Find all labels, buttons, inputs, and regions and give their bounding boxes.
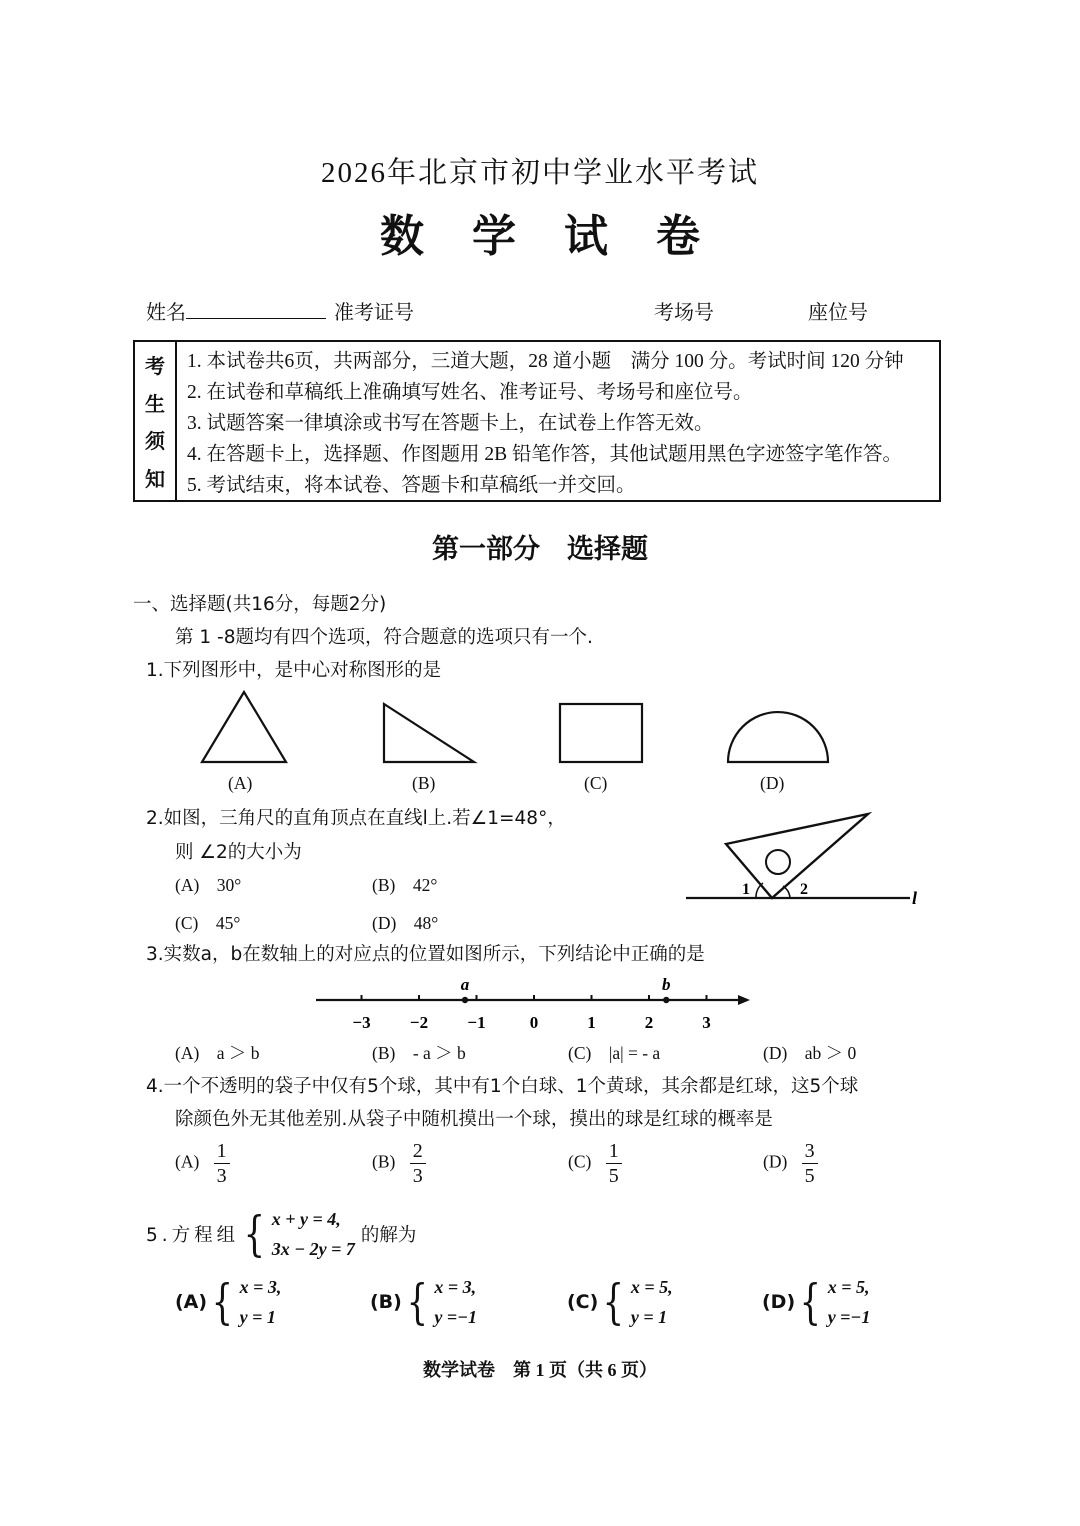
notice-items xyxy=(187,346,935,501)
q2-option-c[interactable]: (C) 45° xyxy=(175,913,241,933)
q5-stem-prefix: 5.方程组 xyxy=(146,1225,240,1246)
q4-option-b[interactable] xyxy=(372,1140,426,1187)
equation-1: x = 5, xyxy=(827,1277,870,1297)
q5-option-c[interactable] xyxy=(567,1272,673,1332)
equation-1: x = 3, xyxy=(239,1277,282,1297)
exam-title: 2026年北京市初中学业水平考试 xyxy=(320,157,759,189)
equation-2: y = 1 xyxy=(630,1307,668,1327)
tick-label: 2 xyxy=(644,1013,654,1032)
option-label: (C) xyxy=(567,1291,599,1313)
notice-label xyxy=(135,342,177,500)
q3-option-a[interactable]: (A) a ＞ b xyxy=(175,1043,260,1063)
q1-option-b[interactable]: (B) xyxy=(412,773,436,793)
tick-label: −3 xyxy=(352,1013,371,1032)
notice-label-char: 考 xyxy=(145,354,165,379)
numerator: 1 xyxy=(608,1140,619,1162)
brace-icon: { xyxy=(211,1274,234,1330)
brace-icon: { xyxy=(602,1274,625,1330)
angle2-label: 2 xyxy=(800,881,808,898)
system-lines xyxy=(272,1204,355,1264)
fraction-bar xyxy=(802,1163,818,1164)
q5-option-b[interactable] xyxy=(370,1272,477,1332)
system-lines xyxy=(434,1272,477,1332)
ticket-label: 准考证号 xyxy=(334,300,414,324)
q5-option-a[interactable] xyxy=(175,1272,281,1332)
q3-option-d[interactable]: (D) ab ＞ 0 xyxy=(763,1043,857,1063)
equation-system xyxy=(402,1272,477,1332)
q1-option-a[interactable]: (A) xyxy=(228,773,253,793)
q1-stem: 1.下列图形中，是中心对称图形的是 xyxy=(146,660,442,681)
q1-shapes xyxy=(190,686,850,770)
notice-item: 2. 在试卷和草稿纸上准确填写姓名、准考证号、考场号和座位号。 xyxy=(187,382,753,403)
tick-label: −1 xyxy=(467,1013,486,1032)
q4-option-d[interactable] xyxy=(763,1140,818,1187)
option-label: (D) xyxy=(762,1291,796,1313)
q3-number-line xyxy=(310,972,760,1036)
q2-stem: 2.如图，三角尺的直角顶点在直线l上.若∠1=48°， xyxy=(146,808,566,829)
equation-2: y = 1 xyxy=(239,1307,276,1327)
brace-icon: { xyxy=(799,1274,822,1330)
equation-2: y =−1 xyxy=(827,1307,871,1327)
set-square-hole xyxy=(766,850,790,874)
section-heading: 一、选择题(共16分，每题2分) xyxy=(133,594,387,615)
system-lines xyxy=(828,1272,871,1332)
q3-option-b[interactable]: (B) - a ＞ b xyxy=(372,1043,466,1063)
denominator: 3 xyxy=(216,1165,227,1187)
rectangle-shape xyxy=(560,704,642,762)
q2-figure xyxy=(680,808,930,908)
equation-1: x + y = 4, xyxy=(271,1209,341,1229)
option-label: (B) xyxy=(370,1291,402,1313)
numerator: 3 xyxy=(804,1140,815,1162)
brace-icon: { xyxy=(406,1274,428,1330)
numerator: 1 xyxy=(216,1140,227,1162)
name-blank xyxy=(186,300,326,319)
q3-option-c[interactable]: (C) |a| = - a xyxy=(568,1043,661,1063)
equation-1: x = 5, xyxy=(630,1277,673,1297)
notice-item: 4. 在答题卡上，选择题、作图题用 2B 铅笔作答，其他试题用黑色字迹签字笔作答。 xyxy=(187,444,903,465)
point-label-a: a xyxy=(460,975,470,994)
fraction xyxy=(606,1140,622,1187)
fraction-bar xyxy=(606,1163,622,1164)
option-label: (A) xyxy=(175,1291,208,1313)
notice-item: 3. 试题答案一律填涂或书写在答题卡上，在试卷上作答无效。 xyxy=(187,413,714,434)
fraction-bar xyxy=(410,1163,426,1164)
numerator: 2 xyxy=(412,1140,423,1162)
equation-system xyxy=(207,1272,281,1332)
q4-option-c[interactable] xyxy=(568,1140,622,1187)
q3-stem: 3.实数a，b在数轴上的对应点的位置如图所示，下列结论中正确的是 xyxy=(146,944,705,965)
system-lines xyxy=(631,1272,673,1332)
notice-item: 5. 考试结束，将本试卷、答题卡和草稿纸一并交回。 xyxy=(187,475,636,496)
notice-label-char: 须 xyxy=(145,429,165,454)
q1-option-d[interactable]: (D) xyxy=(760,773,785,793)
notice-item: 1. 本试卷共6页，共两部分，三道大题，28 道小题 满分 100 分。考试时间 120 分钟 xyxy=(187,351,904,372)
q2-option-b[interactable]: (B) 42° xyxy=(372,875,438,895)
option-label: (A) xyxy=(175,1151,200,1172)
equation-2: y =−1 xyxy=(434,1307,478,1327)
tick-label: 0 xyxy=(529,1013,539,1032)
notice-label-char: 知 xyxy=(145,466,165,491)
q1-option-c[interactable]: (C) xyxy=(584,773,608,793)
name-field xyxy=(146,296,326,325)
section-instruction: 第 1 -8题均有四个选项，符合题意的选项只有一个. xyxy=(175,627,593,648)
q4-stem-2: 除颜色外无其他差别.从袋子中随机摸出一个球，摸出的球是红球的概率是 xyxy=(175,1109,773,1130)
option-label: (C) xyxy=(568,1151,592,1172)
page-footer: 数学试卷 第 1 页（共 6 页） xyxy=(423,1360,657,1380)
tick-label: 3 xyxy=(702,1013,711,1032)
denominator: 5 xyxy=(608,1165,619,1187)
line-label: l xyxy=(912,888,918,908)
system-lines xyxy=(240,1272,282,1332)
room-label: 考场号 xyxy=(654,300,714,324)
notice-label-char: 生 xyxy=(145,391,165,416)
angle1-label: 1 xyxy=(742,881,750,898)
equation-system xyxy=(795,1272,870,1332)
right-triangle-shape xyxy=(384,704,474,762)
q4-option-a[interactable] xyxy=(175,1140,230,1187)
part-title: 第一部分 选择题 xyxy=(432,534,648,565)
semicircle-shape xyxy=(728,712,828,762)
fraction-bar xyxy=(214,1163,230,1164)
q2-option-d[interactable]: (D) 48° xyxy=(372,913,439,933)
q2-stem-2: 则 ∠2的大小为 xyxy=(175,842,302,863)
q4-stem: 4.一个不透明的袋子中仅有5个球，其中有1个白球、1个黄球，其余都是红球，这5个球 xyxy=(146,1076,859,1097)
point-a xyxy=(462,997,468,1003)
notice-box xyxy=(133,340,941,502)
tick-label: −2 xyxy=(409,1013,429,1032)
q5-stem xyxy=(146,1204,416,1264)
q2-option-a[interactable]: (A) 30° xyxy=(175,875,242,895)
fraction xyxy=(802,1140,818,1187)
q5-stem-suffix: 的解为 xyxy=(360,1225,417,1246)
point-label-b: b xyxy=(662,975,671,994)
equation-1: x = 3, xyxy=(434,1277,477,1297)
equilateral-triangle-shape xyxy=(202,692,286,762)
brace-icon: { xyxy=(243,1206,266,1262)
fraction xyxy=(410,1140,426,1187)
name-label: 姓名 xyxy=(146,300,186,324)
axis-arrow-icon xyxy=(738,995,750,1005)
tick-label: 1 xyxy=(587,1013,596,1032)
subject-title: 数学试卷 xyxy=(380,211,748,262)
equation-2: 3x − 2y = 7 xyxy=(271,1239,355,1259)
equation-system xyxy=(239,1204,355,1264)
fraction xyxy=(214,1140,230,1187)
option-label: (D) xyxy=(763,1151,788,1172)
seat-label: 座位号 xyxy=(808,300,868,324)
point-b xyxy=(663,997,669,1003)
equation-system xyxy=(598,1272,672,1332)
denominator: 5 xyxy=(804,1165,815,1187)
q5-option-d[interactable] xyxy=(762,1272,870,1332)
option-label: (B) xyxy=(372,1151,396,1172)
denominator: 3 xyxy=(412,1165,423,1187)
